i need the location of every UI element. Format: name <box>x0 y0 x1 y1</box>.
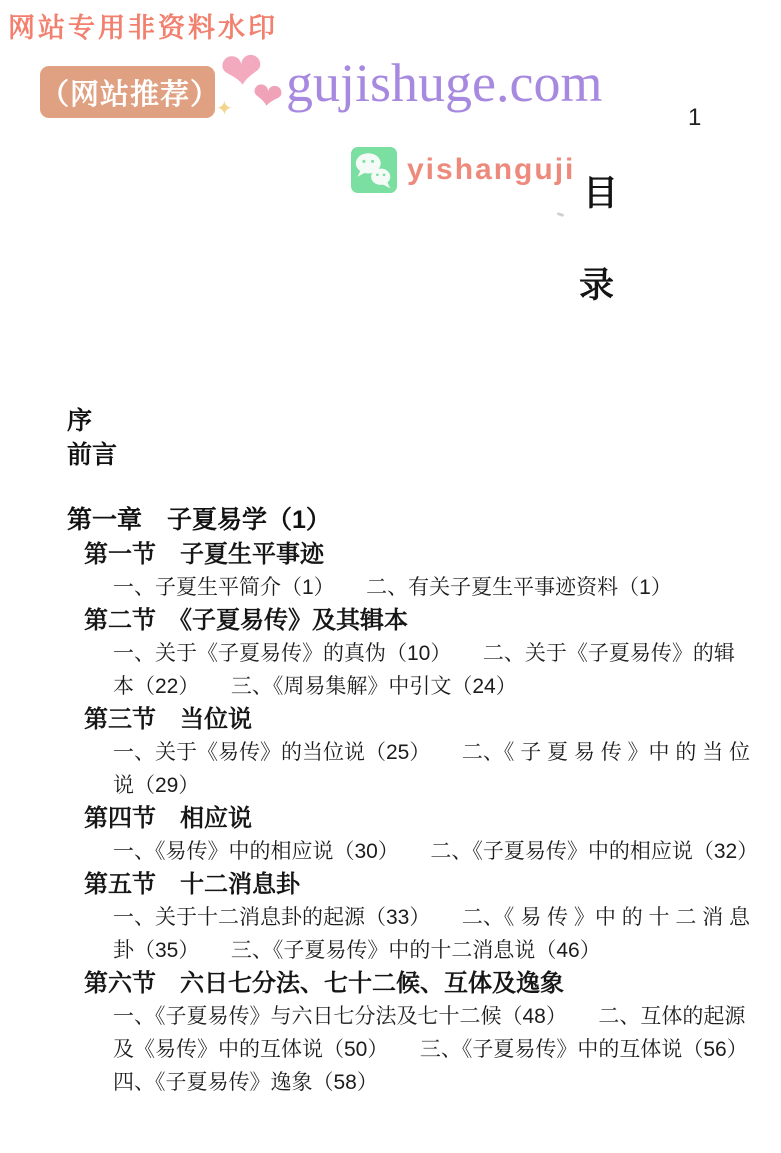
toc-entry: 一、《易传》中的相应说（30） 二、《子夏易传》中的相应说（32） <box>113 840 759 863</box>
toc-entry: 四、《子夏易传》逸象（58） <box>113 1071 378 1094</box>
heart-icon: ❤ <box>217 40 266 104</box>
toc-section: 第五节 十二消息卦 <box>84 871 300 898</box>
scan-speck <box>557 212 565 217</box>
watermark-top-text: 网站专用非资料水印 <box>8 13 278 43</box>
toc-entry: 说（29） <box>113 774 200 797</box>
wechat-watermark <box>351 147 575 193</box>
badge-label: （网站推荐） <box>40 78 221 111</box>
toc-front-item: 前言 <box>67 441 118 469</box>
site-domain-watermark: gujishuge.com <box>286 53 603 113</box>
toc-entry: 卦（35） 三、《子夏易传》中的十二消息说（46） <box>113 939 601 962</box>
toc-entry: 一、关于十二消息卦的起源（33） 二、《 易 传 》中 的 十 二 消 息 <box>113 906 751 929</box>
toc-chapter: 第一章 子夏易学（1） <box>67 506 331 534</box>
page-number: 1 <box>688 104 702 131</box>
toc-entry: 一、关于《易传》的当位说（25） 二、《 子 夏 易 传 》中 的 当 位 <box>113 741 751 764</box>
toc-title-char: 录 <box>579 266 615 305</box>
toc-section: 第二节 《子夏易传》及其辑本 <box>84 607 408 634</box>
toc-entry: 一、《子夏易传》与六日七分法及七十二候（48） 二、互体的起源 <box>113 1005 746 1028</box>
site-recommend-badge <box>40 66 221 118</box>
toc-entry: 一、子夏生平简介（1） 二、有关子夏生平事迹资料（1） <box>113 576 672 599</box>
toc-section: 第六节 六日七分法、七十二候、互体及逸象 <box>84 970 564 997</box>
table-of-contents <box>0 404 781 1099</box>
toc-section: 第四节 相应说 <box>84 805 252 832</box>
toc-section: 第一节 子夏生平事迹 <box>84 541 324 568</box>
sparkle-icon: ✦ <box>216 96 233 120</box>
toc-title-char: 目 <box>583 174 619 213</box>
toc-front-item: 序 <box>67 407 93 435</box>
toc-entry: 本（22） 三、《周易集解》中引文（24） <box>113 675 517 698</box>
wechat-handle: yishanguji <box>407 153 576 186</box>
toc-entry: 及《易传》中的互体说（50） 三、《子夏易传》中的互体说（56） <box>113 1038 748 1061</box>
toc-section: 第三节 当位说 <box>84 706 252 733</box>
wechat-icon <box>351 147 397 193</box>
heart-icon: ❤ <box>249 73 286 120</box>
toc-entry: 一、关于《子夏易传》的真伪（10） 二、关于《子夏易传》的辑 <box>113 642 735 665</box>
